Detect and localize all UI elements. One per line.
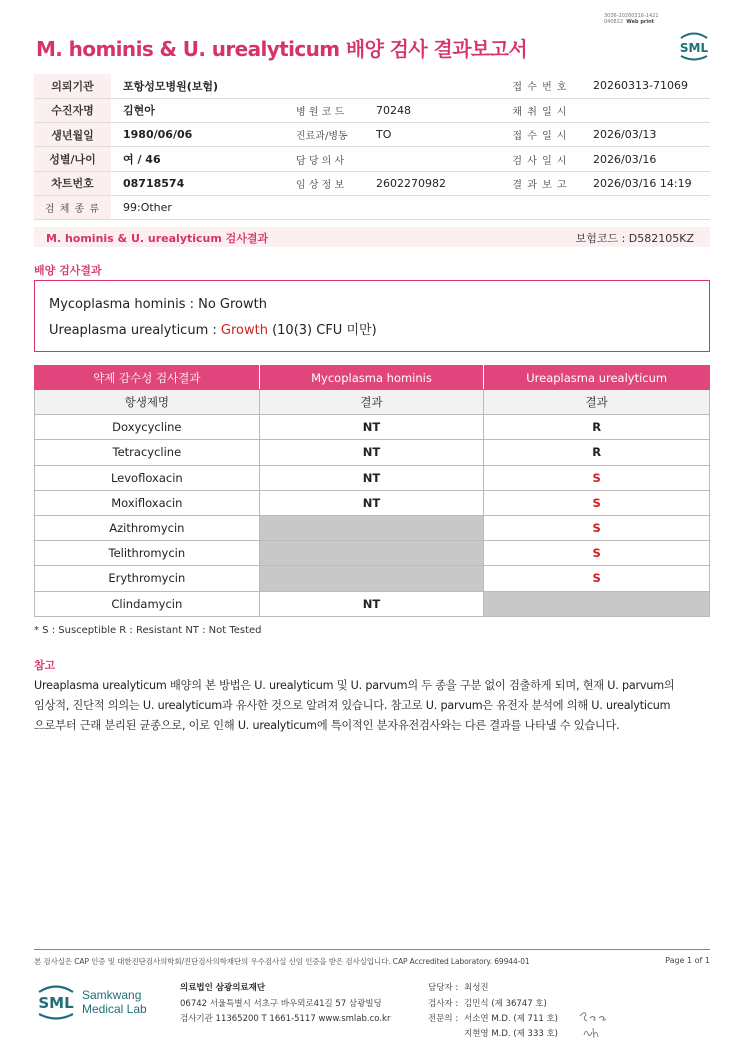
logo-line-2: Medical Lab xyxy=(82,1002,147,1016)
signature-icon xyxy=(576,1008,616,1042)
info-value: 2026/03/16 14:19 xyxy=(581,171,710,195)
sml-logo-text: SML xyxy=(679,41,709,55)
sus-header-test: 약제 감수성 검사결과 xyxy=(35,366,260,390)
info-label: 병 원 코 드 xyxy=(284,98,364,122)
antibiotic-row xyxy=(35,515,710,540)
antibiotic-row xyxy=(35,591,710,616)
document-code xyxy=(604,13,659,25)
info-value: 20260313-71069 xyxy=(581,74,710,98)
report-title: M. hominis & U. urealyticum 배양 검사 결과보고서 xyxy=(36,37,528,61)
mh-result xyxy=(259,566,484,591)
uu-result: S xyxy=(484,515,710,540)
specimen-row xyxy=(34,195,710,219)
info-label xyxy=(284,74,364,98)
staff-role: 검사자 : xyxy=(428,999,459,1009)
note-line: Ureaplasma urealyticum 배양의 본 방법은 U. urealyticum 및 U. parvum의 두 종을 구분 없이 검출하게 되며, 현재 U. parvum의 xyxy=(34,679,675,692)
sus-header-uu: Ureaplasma urealyticum xyxy=(484,366,710,390)
antibiotic-name: Clindamycin xyxy=(35,591,260,616)
antibiotic-name: Moxifloxacin xyxy=(35,490,260,515)
info-label: 생년월일 xyxy=(34,123,111,147)
antibiotic-name: Azithromycin xyxy=(35,515,260,540)
antibiotic-row xyxy=(35,440,710,465)
uu-culture-result xyxy=(49,319,377,338)
info-value: 여 / 46 xyxy=(111,147,284,171)
staff-role: 전문의 : xyxy=(428,1014,459,1024)
uu-result: R xyxy=(484,415,710,440)
culture-result-box xyxy=(34,280,710,352)
result-legend: * S : Susceptible R : Resistant NT : Not Tested xyxy=(34,625,262,636)
info-label: 채 취 일 시 xyxy=(499,98,581,122)
culture-heading: 배양 검사결과 xyxy=(34,264,102,277)
sus-subheader-drug: 항생제명 xyxy=(35,390,260,415)
patient-info-row xyxy=(34,98,710,122)
patient-info-row xyxy=(34,74,710,98)
note-heading: 참고 xyxy=(34,659,56,672)
patient-info-row xyxy=(34,147,710,171)
accreditation-note: 본 검사실은 CAP 인증 및 대한진단검사의학회/진단검사의학재단의 우수검사실 신임 인증을 받은 검사실입니다. CAP Accredited Laboratory. 69944-01 xyxy=(34,957,530,966)
antibiotic-row xyxy=(35,415,710,440)
info-value: 08718574 xyxy=(111,171,284,195)
antibiotic-name: Telithromycin xyxy=(35,541,260,566)
samkwang-logo-icon xyxy=(36,980,156,1024)
info-value: 70248 xyxy=(364,98,499,122)
staff-name: 지현영 M.D. (제 333 호) xyxy=(464,1029,559,1039)
uu-result: S xyxy=(484,566,710,591)
info-value: 김현아 xyxy=(111,98,284,122)
result-section-bar xyxy=(34,227,710,247)
antibiotic-name: Erythromycin xyxy=(35,566,260,591)
info-label: 차트번호 xyxy=(34,171,111,195)
info-value xyxy=(364,147,499,171)
patient-info-row xyxy=(34,171,710,195)
org-license: 검사기관 11365200 T 1661-5117 www.smlab.co.kr xyxy=(180,1014,391,1024)
mh-result xyxy=(259,515,484,540)
info-label: 임 상 정 보 xyxy=(284,171,364,195)
uu-culture-prefix: Ureaplasma urealyticum : xyxy=(49,323,221,338)
info-label: 검 사 일 시 xyxy=(499,147,581,171)
uu-result: S xyxy=(484,465,710,490)
patient-info-table xyxy=(34,74,710,220)
antibiotic-row xyxy=(35,566,710,591)
org-address: 06742 서울특별시 서초구 바우뫼로41길 57 삼광빌딩 xyxy=(180,999,382,1009)
staff-name: 서소연 M.D. (제 711 호) xyxy=(464,1014,559,1024)
uu-culture-suffix: (10(3) CFU 미만) xyxy=(267,323,377,338)
info-label: 진료과/병동 xyxy=(284,123,364,147)
org-name: 의료법인 삼광의료재단 xyxy=(180,983,266,993)
specimen-value: 99:Other xyxy=(111,195,710,219)
mh-result xyxy=(259,541,484,566)
note-line: 으로부터 근래 분리된 균종으로, 이로 인해 U. urealyticum에 특이적인 분자유전검사와는 다른 결과를 나타낼 수 있습니다. xyxy=(34,719,620,732)
staff-role: 담당자 : xyxy=(428,983,459,993)
mh-result: NT xyxy=(259,415,484,440)
antibiotic-row xyxy=(35,541,710,566)
sml-logo-text: SML xyxy=(38,994,74,1012)
footer-divider xyxy=(34,949,710,950)
info-label: 결 과 보 고 xyxy=(499,171,581,195)
antibiotic-row xyxy=(35,465,710,490)
mh-result: NT xyxy=(259,440,484,465)
sus-subheader-uu: 결과 xyxy=(484,390,710,415)
uu-result: S xyxy=(484,541,710,566)
staff-specialist-2 xyxy=(428,1027,558,1039)
note-text xyxy=(34,676,714,736)
staff-name: 최성진 xyxy=(464,983,489,993)
insurance-code: 보험코드 : D582105KZ xyxy=(575,232,694,245)
info-value: 1980/06/06 xyxy=(111,123,284,147)
staff-name: 김민식 (제 36747 호) xyxy=(464,999,547,1009)
staff-specialist xyxy=(428,1012,558,1024)
mh-result: NT xyxy=(259,591,484,616)
info-value: 2026/03/16 xyxy=(581,147,710,171)
uu-result: S xyxy=(484,490,710,515)
sus-subheader-mh: 결과 xyxy=(259,390,484,415)
mh-culture-result: Mycoplasma hominis : No Growth xyxy=(49,297,267,312)
document-code-2: 040822 xyxy=(604,19,624,25)
info-value: 2602270982 xyxy=(364,171,499,195)
note-line: 임상적, 진단적 의의는 U. urealyticum과 유사한 것으로 알려져 있습니다. 참고로 U. parvum은 유전자 분석에 의해 U. urealyticum xyxy=(34,699,671,712)
antibiotic-name: Doxycycline xyxy=(35,415,260,440)
uu-result: R xyxy=(484,440,710,465)
antibiotic-name: Levofloxacin xyxy=(35,465,260,490)
info-value xyxy=(364,74,499,98)
logo-line-1: Samkwang xyxy=(82,988,142,1002)
staff-tester xyxy=(428,997,547,1009)
uu-result xyxy=(484,591,710,616)
document-code-1: 3036-20260316-1421 xyxy=(604,13,659,19)
section-title: M. hominis & U. urealyticum 검사결과 xyxy=(46,232,269,245)
info-label: 성별/나이 xyxy=(34,147,111,171)
web-print-label: Web print xyxy=(626,19,655,25)
sml-logo-icon xyxy=(676,28,712,64)
sus-header-mh: Mycoplasma hominis xyxy=(259,366,484,390)
susceptibility-table xyxy=(34,365,710,617)
mh-result: NT xyxy=(259,490,484,515)
info-value: 2026/03/13 xyxy=(581,123,710,147)
info-value xyxy=(581,98,710,122)
mh-result: NT xyxy=(259,465,484,490)
antibiotic-row xyxy=(35,490,710,515)
info-label: 의뢰기관 xyxy=(34,74,111,98)
patient-info-row xyxy=(34,123,710,147)
info-label: 접 수 일 시 xyxy=(499,123,581,147)
page-number: Page 1 of 1 xyxy=(665,956,710,965)
antibiotic-name: Tetracycline xyxy=(35,440,260,465)
staff-in-charge xyxy=(428,981,489,993)
info-label: 접 수 번 호 xyxy=(499,74,581,98)
info-label: 수진자명 xyxy=(34,98,111,122)
specimen-label: 검 체 종 류 xyxy=(34,195,111,219)
uu-growth-label: Growth xyxy=(220,323,268,338)
info-value: 포항성모병원(보험) xyxy=(111,74,284,98)
info-value: TO xyxy=(364,123,499,147)
info-label: 담 당 의 사 xyxy=(284,147,364,171)
